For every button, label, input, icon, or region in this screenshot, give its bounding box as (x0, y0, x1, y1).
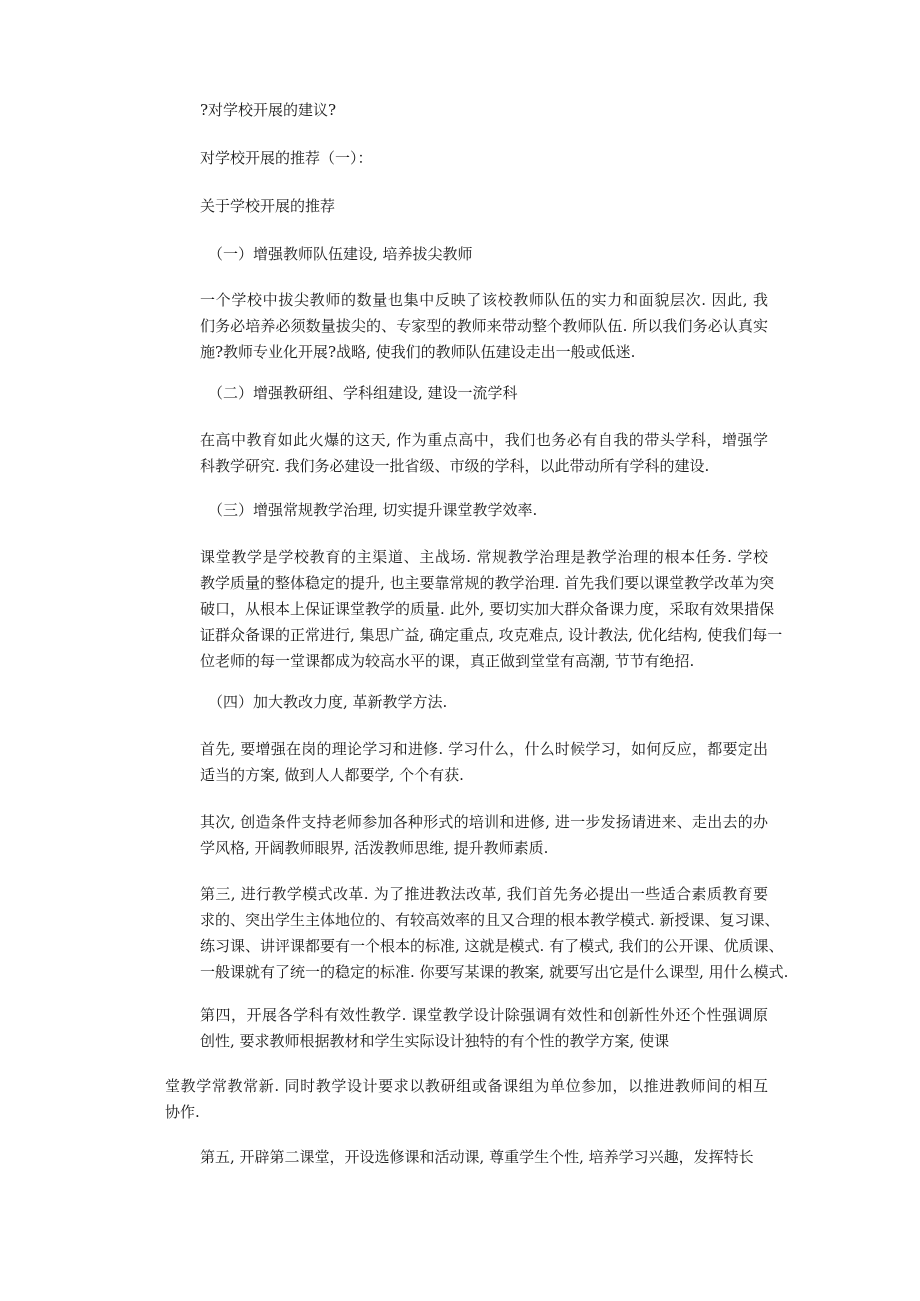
text-line: 其次, 创造条件支持老师参加各种形式的培训和进修, 进一步发扬请进来、走出去的办 (200, 813, 768, 831)
text-line: 在高中教育如此火爆的这天, 作为重点高中，我们也务必有自我的带头学科，增强学 (200, 431, 768, 449)
paragraph (200, 881, 789, 985)
text-line: 教学质量的整体稳定的提升, 也主要靠常规的教学治理. 首先我们要以课堂教学改革为突 (200, 574, 775, 592)
document-heading: 关于学校开展的推荐 (200, 197, 336, 215)
text-line: 协作. (165, 1103, 200, 1121)
text-line: 第五, 开辟第二课堂，开设选修课和活动课, 尊重学生个性, 培养学习兴趣，发挥特长 (200, 1148, 754, 1166)
text-line: 第三, 进行教学模式改革. 为了推进教法改革, 我们首先务必提出一些适合素质教育要 (200, 885, 768, 903)
section-heading: （二）增强教研组、学科组建设, 建设一流学科 (208, 384, 518, 402)
section-heading: （三）增强常规教学治理, 切实提升课堂教学效率. (208, 501, 538, 519)
text-line: 破口，从根本上保证课堂教学的质量. 此外, 要切实加大群众备课力度，采取有效果措保 (200, 600, 775, 618)
section-body (200, 736, 768, 788)
paragraph (200, 1002, 768, 1054)
text-line: 一个学校中拔尖教师的数量也集中反映了该校教师队伍的实力和面貌层次. 因此, 我 (200, 291, 768, 309)
text-line: 科教学研究. 我们务必建设一批省级、市级的学科，以此带动所有学科的建设. (200, 457, 710, 475)
text-line: 练习课、讲评课都要有一个根本的标准, 这就是模式. 有了模式, 我们的公开课、优质课、 (200, 937, 784, 955)
section-body (200, 287, 768, 365)
paragraph (200, 1144, 768, 1170)
document-title: ?对学校开展的建议? (200, 101, 337, 119)
text-line: 证群众备课的正常进行, 集思广益, 确定重点, 攻克难点, 设计教法, 优化结构, 使我们每一 (200, 626, 783, 644)
text-line: 创性, 要求教师根据教材和学生实际设计独特的有个性的教学方案, 使课 (200, 1032, 670, 1050)
document-subtitle: 对学校开展的推荐（一）： (200, 149, 373, 167)
text-line: 适当的方案, 做到人人都要学, 个个有获. (200, 766, 464, 784)
text-line: 一般课就有了统一的稳定的标准. 你要写某课的教案, 就要写出它是什么课型, 用什么模式. (200, 963, 789, 981)
text-line: 首先, 要增强在岗的理论学习和进修. 学习什么，什么时候学习，如何反应，都要定出 (200, 740, 768, 758)
section-body (200, 427, 768, 479)
text-line: 位老师的每一堂课都成为较高水平的课，真正做到堂堂有高潮, 节节有绝招. (200, 652, 695, 670)
text-line: 学风格, 开阔教师眼界, 活泼教师思维, 提升教师素质. (200, 839, 549, 857)
text-line: 课堂教学是学校教育的主渠道、主战场. 常规教学治理是教学治理的根本任务. 学校 (200, 548, 768, 566)
section-body (200, 544, 783, 674)
text-line: 们务必培养必须数量拔尖的、专家型的教师来带动整个教师队伍. 所以我们务必认真实 (200, 317, 768, 335)
paragraph (165, 1073, 768, 1125)
text-line: 第四，开展各学科有效性教学. 课堂教学设计除强调有效性和创新性外还个性强调原 (200, 1006, 768, 1024)
paragraph (200, 809, 768, 861)
section-heading: （四）加大教改力度, 革新教学方法. (208, 693, 448, 711)
text-line: 堂教学常教常新. 同时教学设计要求以教研组或备课组为单位参加，以推进教师间的相互 (165, 1077, 768, 1095)
section-heading: （一）增强教师队伍建设, 培养拔尖教师 (208, 245, 473, 263)
text-line: 施?教师专业化开展?战略, 使我们的教师队伍建设走出一般或低迷. (200, 343, 636, 361)
text-line: 求的、突出学生主体地位的、有较高效率的且又合理的根本教学模式. 新授课、复习课、 (200, 911, 780, 929)
